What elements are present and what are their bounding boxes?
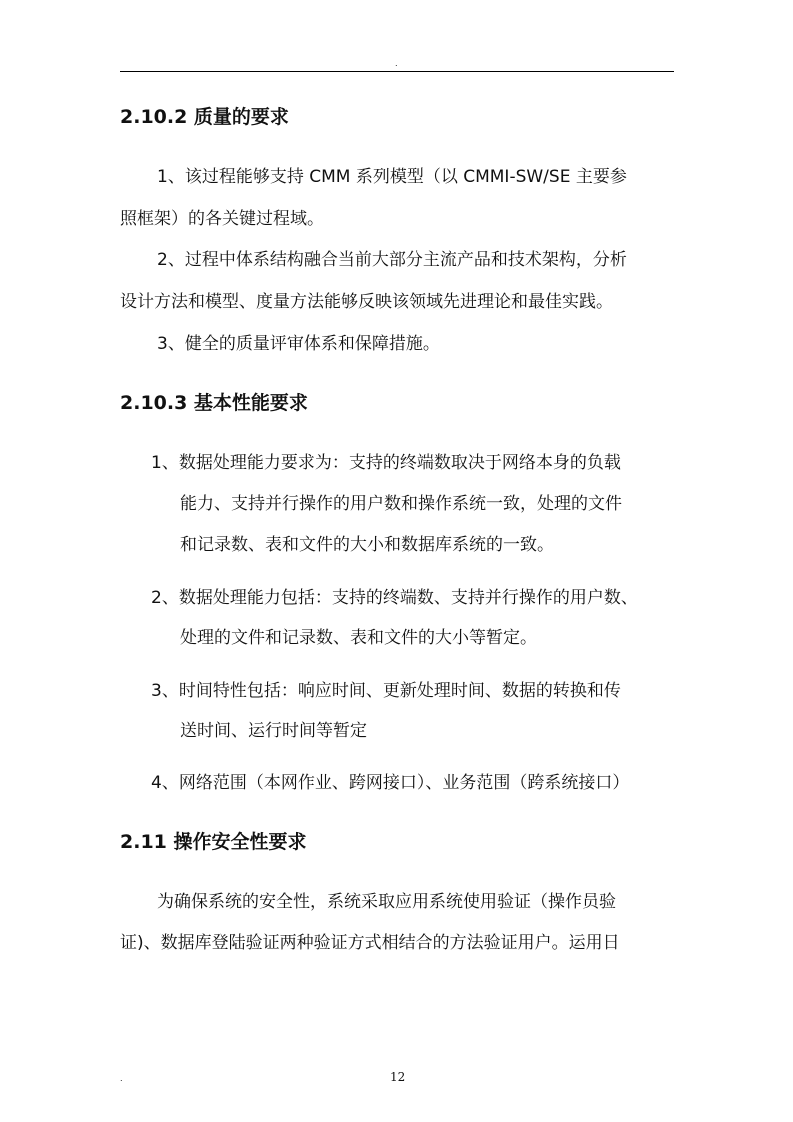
list-item-line: 2、数据处理能力包括：支持的终端数、支持并行操作的用户数、	[151, 588, 638, 608]
paragraph-line: 3、健全的质量评审体系和保障措施。	[157, 334, 440, 354]
header-rule	[120, 71, 674, 72]
list-item-line: 处理的文件和记录数、表和文件的大小等暂定。	[180, 628, 537, 648]
paragraph-line: 设计方法和模型、度量方法能够反映该领域先进理论和最佳实践。	[120, 292, 613, 312]
list-item-line: 能力、支持并行操作的用户数和操作系统一致，处理的文件	[180, 494, 622, 514]
footer-mark: .	[120, 1074, 123, 1083]
page-number: 12	[390, 1070, 406, 1084]
header-mark: .	[395, 59, 398, 68]
section-heading-performance: 2.10.3 基本性能要求	[120, 392, 308, 414]
list-item-line: 送时间、运行时间等暂定	[180, 721, 367, 741]
paragraph-line: 证)、数据库登陆验证两种验证方式相结合的方法验证用户。运用日	[120, 933, 620, 953]
paragraph-line: 照框架）的各关键过程域。	[120, 209, 324, 229]
list-item-line: 1、数据处理能力要求为：支持的终端数取决于网络本身的负载	[151, 453, 621, 473]
paragraph-line: 1、该过程能够支持 CMM 系列模型（以 CMMI-SW/SE 主要参	[157, 167, 627, 187]
section-heading-quality: 2.10.2 质量的要求	[120, 106, 289, 128]
paragraph-line: 2、过程中体系结构融合当前大部分主流产品和技术架构，分析	[157, 250, 627, 270]
section-heading-security: 2.11 操作安全性要求	[120, 831, 307, 853]
paragraph-line: 为确保系统的安全性，系统采取应用系统使用验证（操作员验	[157, 892, 616, 912]
list-item-line: 4、网络范围（本网作业、跨网接口）、业务范围（跨系统接口）	[151, 773, 630, 793]
list-item-line: 3、时间特性包括：响应时间、更新处理时间、数据的转换和传	[151, 681, 621, 701]
list-item-line: 和记录数、表和文件的大小和数据库系统的一致。	[180, 535, 554, 555]
